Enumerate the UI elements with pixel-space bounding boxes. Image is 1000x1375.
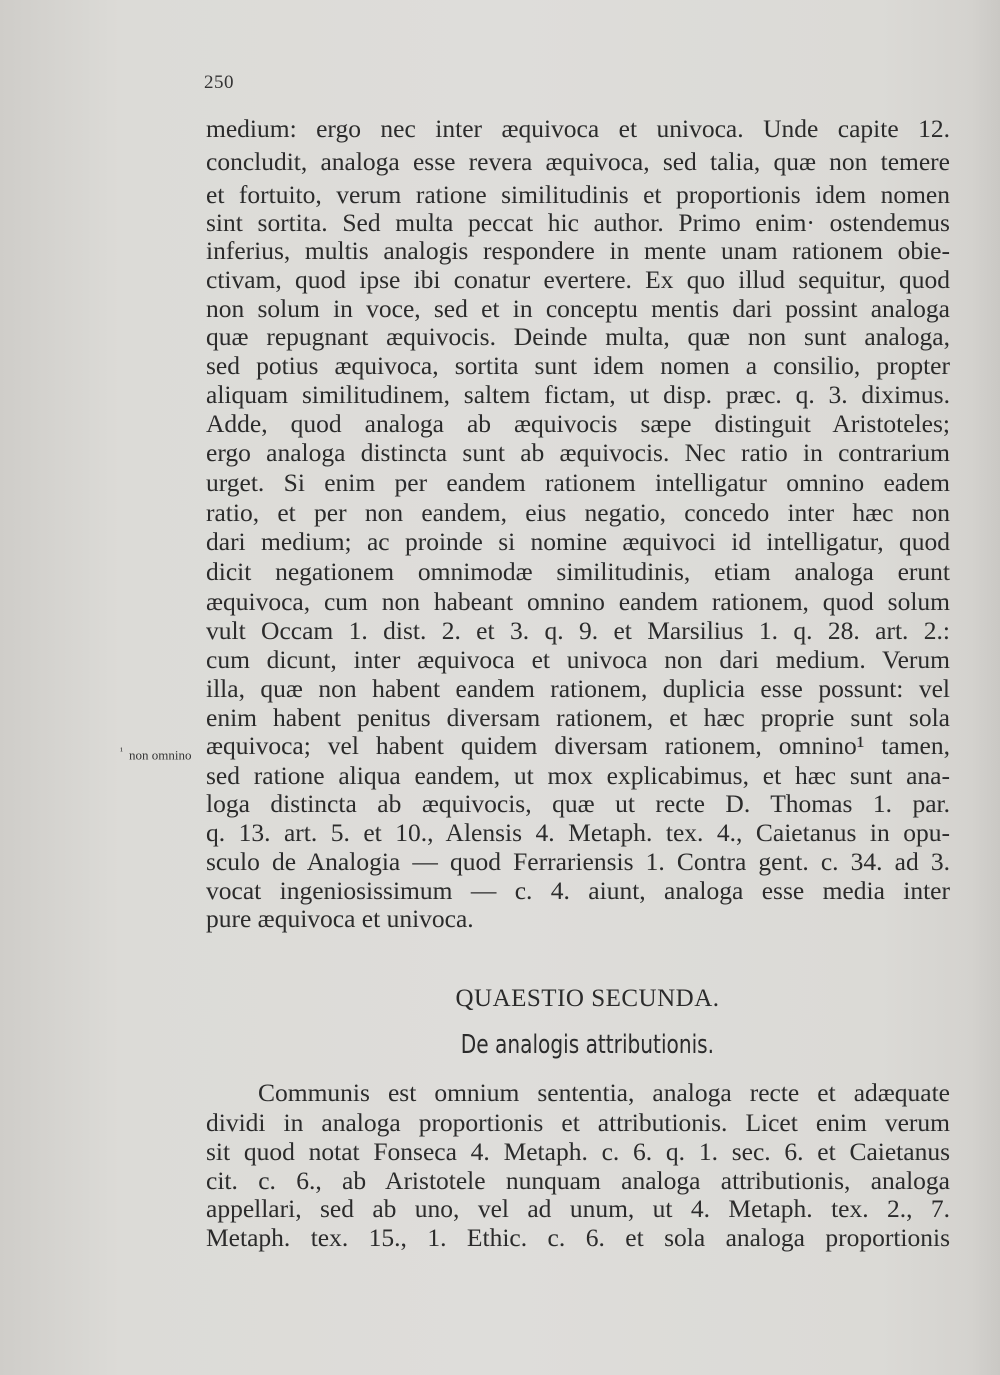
footnote-marker: ¹ xyxy=(120,746,123,757)
section-title: QUAESTIO SECUNDA. xyxy=(455,985,720,1012)
body-line: medium: ergo nec inter æquivoca et univoca. Unde capite 12. xyxy=(206,114,950,143)
body-line: dari medium; ac proinde si nomine æquivoci id intelligatur, quod xyxy=(206,527,950,556)
body-line: ergo analoga distincta sunt ab æquivocis. Nec ratio in contrarium xyxy=(206,438,950,467)
body-line: sint sortita. Sed multa peccat hic author. Primo enim· ostendemus xyxy=(206,208,950,237)
section-line: appellari, sed ab uno, vel ad unum, ut 4. Metaph. tex. 2., 7. xyxy=(206,1194,950,1223)
body-line: illa, quæ non habent eandem rationem, duplicia esse possunt: vel xyxy=(206,674,950,703)
page-number: 250 xyxy=(204,72,234,93)
body-line: cum dicunt, inter æquivoca et univoca non dari medium. Verum xyxy=(206,645,950,674)
body-line: Adde, quod analoga ab æquivocis sæpe distinguit Aristoteles; xyxy=(206,409,950,438)
body-line: æquivoca, cum non habeant omnino eandem rationem, quod solum xyxy=(206,587,950,616)
body-line: quæ repugnant æquivocis. Deinde multa, quæ non sunt analoga, xyxy=(206,322,950,351)
margin-note xyxy=(120,744,191,763)
body-line: non solum in voce, sed et in conceptu mentis dari possint analoga xyxy=(206,294,950,323)
body-line: loga distincta ab æquivocis, quæ ut recte D. Thomas 1. par. xyxy=(206,789,950,818)
section-subtitle: De analogis attributionis. xyxy=(460,1030,715,1060)
body-line: enim habent penitus diversam rationem, et hæc proprie sunt sola xyxy=(206,703,950,732)
body-line: q. 13. art. 5. et 10., Alensis 4. Metaph. tex. 4., Caietanus in opu- xyxy=(206,818,950,847)
body-line: pure æquivoca et univoca. xyxy=(206,904,474,933)
section-line: cit. c. 6., ab Aristotele nunquam analoga attributionis, analoga xyxy=(206,1166,950,1195)
body-line: dicit negationem omnimodæ similitudinis, etiam analoga erunt xyxy=(206,557,950,586)
body-line: ctivam, quod ipse ibi conatur evertere. Ex quo illud sequitur, quod xyxy=(206,265,950,294)
body-line: æquivoca; vel habent quidem diversam rationem, omnino¹ tamen, xyxy=(206,731,950,760)
body-line: concludit, analoga esse revera æquivoca, sed talia, quæ non temere xyxy=(206,147,950,176)
body-line: ratio, et per non eandem, eius negatio, concedo inter hæc non xyxy=(206,498,950,527)
body-line: vult Occam 1. dist. 2. et 3. q. 9. et Marsilius 1. q. 28. art. 2.: xyxy=(206,616,950,645)
section-line: sit quod notat Fonseca 4. Metaph. c. 6. q. 1. sec. 6. et Caietanus xyxy=(206,1137,950,1166)
body-line: vocat ingeniosissimum — c. 4. aiunt, analoga esse media inter xyxy=(206,876,950,905)
body-line: inferius, multis analogis respondere in mente unam rationem obie- xyxy=(206,236,950,265)
body-line: sed potius æquivoca, sortita sunt idem nomen a consilio, propter xyxy=(206,351,950,380)
section-line: dividi in analoga proportionis et attributionis. Licet enim verum xyxy=(206,1108,950,1137)
body-line: sculo de Analogia — quod Ferrariensis 1. Contra gent. c. 34. ad 3. xyxy=(206,847,950,876)
section-line: Communis est omnium sententia, analoga recte et adæquate xyxy=(258,1078,950,1107)
body-line: aliquam similitudinem, saltem fictam, ut disp. præc. q. 3. diximus. xyxy=(206,380,950,409)
body-line: urget. Si enim per eandem rationem intelligatur omnino eadem xyxy=(206,468,950,497)
body-line: sed ratione aliqua eandem, ut mox explicabimus, et hæc sunt ana- xyxy=(206,761,950,790)
margin-note-text: non omnino xyxy=(129,747,192,763)
body-line: et fortuito, verum ratione similitudinis et proportionis idem nomen xyxy=(206,180,950,209)
section-line: Metaph. tex. 15., 1. Ethic. c. 6. et sola analoga proportionis xyxy=(206,1223,950,1252)
scan-edge-shadow xyxy=(970,0,1000,1375)
